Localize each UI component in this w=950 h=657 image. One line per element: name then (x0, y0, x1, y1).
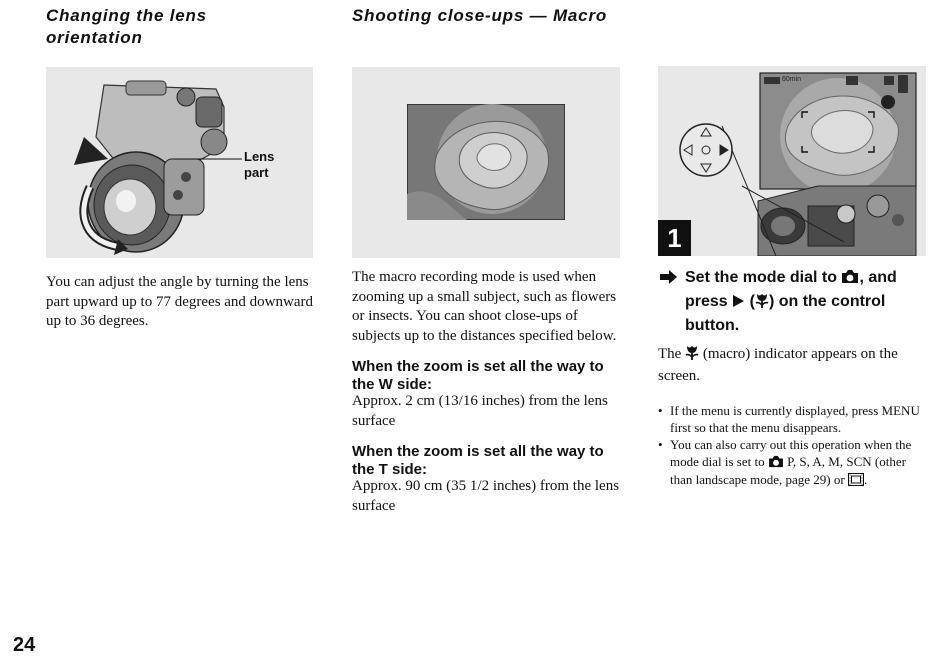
step-part4: ) on the control button. (685, 293, 886, 334)
step-number-badge: 1 (658, 220, 691, 256)
lens-part-label-line1: Lens (244, 149, 275, 164)
arrow-right-icon (658, 267, 678, 294)
camera-mode-icon (768, 455, 784, 473)
note-item: • You can also carry out this operation when the mode dial is set to P, S, A, M, SCN (other than landscape mode, page 29) or . (658, 437, 928, 491)
page-number: 24 (13, 634, 36, 656)
note2-part1: You can also carry out this operation when the mode dial is set to (670, 437, 912, 469)
macro-result-text (658, 344, 926, 386)
result-part2: (macro) indicator appears on the screen. (658, 346, 898, 384)
lens-orientation-body: You can adjust the angle by turning the lens part upward up to 77 degrees and downward up to 36 degrees. (46, 274, 314, 329)
step-part1: Set the mode dial to (685, 269, 838, 286)
result-part1: The (658, 346, 682, 362)
notes-list (658, 403, 928, 492)
lens-part-label-line2: part (244, 165, 269, 180)
camera-lcd-panel (658, 66, 926, 256)
macro-intro-text: The macro recording mode is used when zooming up a small subject, such as flowers or insects. You can shoot close-ups of subjects up to the distances specified below. (352, 269, 617, 344)
camera-back-illustration (658, 66, 926, 256)
camera-illustration-panel (46, 67, 313, 258)
step-part3: ( (749, 293, 755, 310)
play-right-triangle-icon (732, 293, 745, 315)
macro-flower-icon (685, 344, 699, 367)
note-item: • If the menu is currently displayed, press MENU first so that the menu disappears. (658, 403, 920, 435)
macro-example-panel (352, 67, 620, 258)
t-side-heading: When the zoom is set all the way to the T side: (352, 443, 604, 478)
t-side-text: Approx. 90 cm (35 1/2 inches) from the lens surface (352, 478, 620, 514)
lcd-battery-text: 60min (782, 76, 802, 83)
rose-photo (407, 104, 565, 220)
camera-mode-icon (841, 269, 859, 291)
note2-end: . (863, 472, 868, 487)
section-heading-macro: Shooting close-ups — Macro (352, 6, 608, 25)
step-instruction (658, 267, 928, 337)
section-heading-lens-orientation: Changing the lens orientation (46, 6, 207, 47)
note1-text: If the menu is currently displayed, press MENU first so that the menu disappears. (670, 403, 920, 435)
macro-flower-icon (755, 292, 769, 315)
step-part2: , and press (685, 269, 897, 310)
w-side-heading: When the zoom is set all the way to the W side: (352, 358, 604, 393)
movie-film-icon (848, 473, 864, 491)
w-side-text: Approx. 2 cm (13/16 inches) from the lens surface (352, 393, 608, 429)
note2-modes: P, S, A, M, SCN (other than landscape mode, page 29) or (670, 453, 906, 487)
